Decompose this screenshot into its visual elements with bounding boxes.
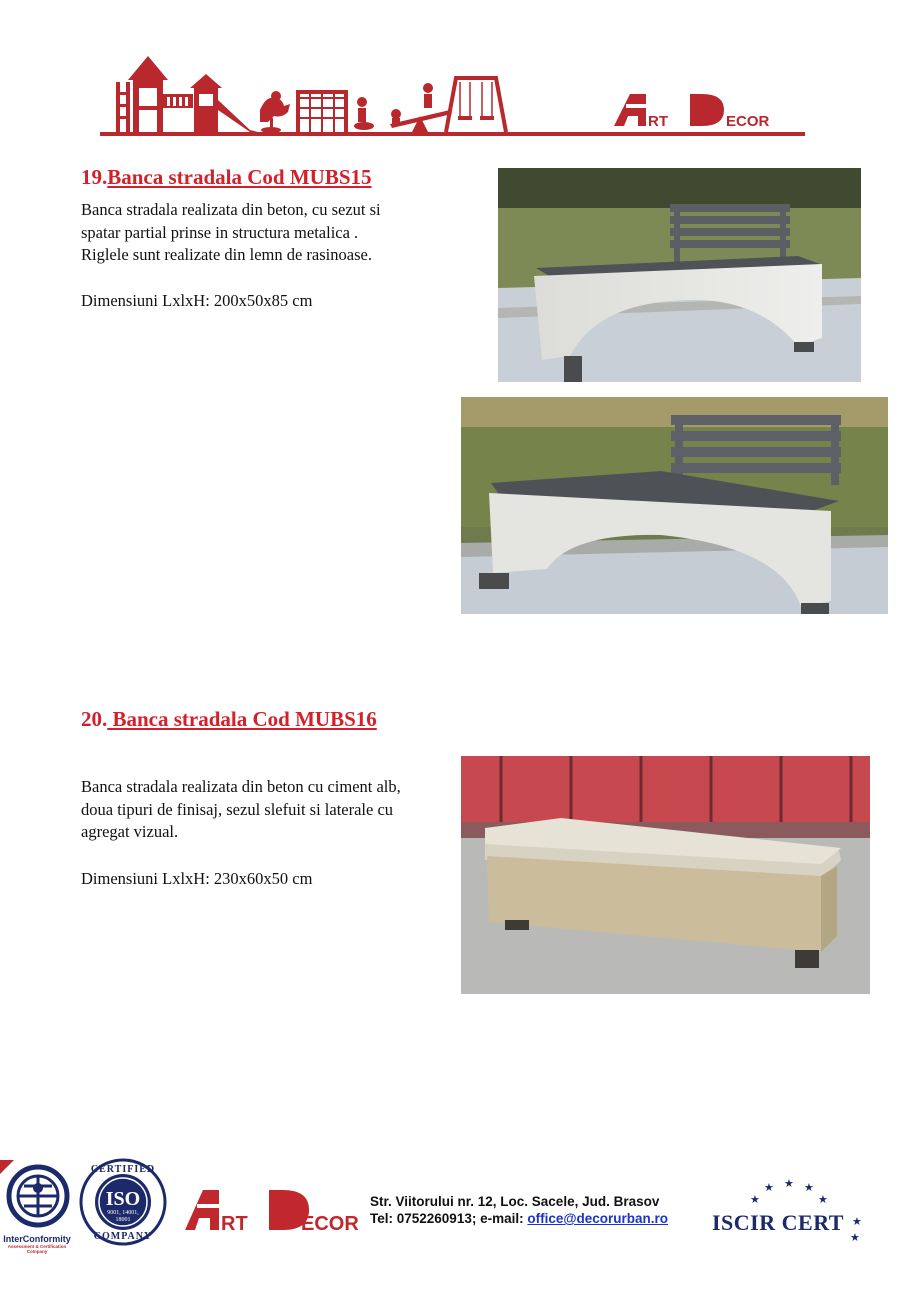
iscir-cert-logo <box>710 1172 870 1244</box>
playground-silhouette-banner <box>100 52 805 140</box>
banner-logo-art: RT <box>648 113 668 130</box>
product-20-title: Banca stradala Cod MUBS16 <box>107 707 377 731</box>
artdecor-footer-logo <box>183 1186 363 1234</box>
product-20-heading <box>81 707 377 732</box>
interconformity-logo <box>0 1158 74 1254</box>
footer-logo-decor: ECOR <box>301 1213 359 1234</box>
header-banner <box>100 52 805 140</box>
footer-address: Str. Viitorului nr. 12, Loc. Sacele, Jud. Brasov <box>370 1194 660 1209</box>
svg-text:★: ★ <box>750 1193 760 1206</box>
svg-text:★: ★ <box>850 1231 860 1244</box>
product-20-number: 20. <box>81 707 108 731</box>
product-20-desc-line: Banca stradala realizata din beton cu ciment alb, <box>81 777 401 796</box>
product-19-description <box>81 199 461 267</box>
product-19-desc-line: Riglele sunt realizate din lemn de rasinoase. <box>81 245 372 264</box>
product-19-desc-line: Banca stradala realizata din beton, cu sezut si <box>81 200 381 219</box>
product-19-photo-1 <box>498 168 861 382</box>
svg-text:★: ★ <box>784 1177 794 1190</box>
product-20-desc-line: agregat vizual. <box>81 822 179 841</box>
product-19-dimensions: Dimensiuni LxlxH: 200x50x85 cm <box>81 291 313 310</box>
product-19-number: 19. <box>81 165 108 189</box>
footer-phone: Tel: 0752260913; e-mail: <box>370 1211 528 1226</box>
svg-text:★: ★ <box>852 1215 862 1228</box>
product-19-title: Banca stradala Cod MUBS15 <box>107 165 372 189</box>
iso-certified-badge <box>79 1158 167 1246</box>
iscir-cert-text: ISCIR CERT <box>712 1210 844 1235</box>
banner-logo-decor: ECOR <box>726 113 770 130</box>
product-19-photo-2 <box>461 397 888 614</box>
iso-badge-top-text: CERTIFIED <box>90 1164 156 1175</box>
footer-email-link[interactable]: office@decorurban.ro <box>527 1211 669 1226</box>
iso-badge-bottom-text: COMPANY <box>93 1231 153 1242</box>
footer-contact <box>370 1210 700 1227</box>
svg-text:★: ★ <box>764 1181 774 1194</box>
globe-icon <box>0 1158 74 1228</box>
interconformity-name: InterConformity <box>3 1234 71 1244</box>
footer-logo-art: RT <box>221 1213 248 1234</box>
product-20-description <box>81 776 461 844</box>
interconformity-subtitle: Assessment & Certification Company <box>7 1244 67 1254</box>
svg-text:★: ★ <box>804 1181 814 1194</box>
product-19-heading <box>81 165 372 190</box>
product-19-desc-line: spatar partial prinse in structura metalica . <box>81 222 359 242</box>
product-20-dimensions: Dimensiuni LxlxH: 230x60x50 cm <box>81 869 313 888</box>
product-20-photo <box>461 756 870 994</box>
iso-badge-iso-text: ISO <box>105 1188 141 1210</box>
iso-badge-standards: 9001, 14001, 18001 <box>107 1210 139 1223</box>
footer-address-block <box>370 1193 700 1227</box>
product-20-desc-line: doua tipuri de finisaj, sezul slefuit si laterale cu <box>81 799 394 819</box>
svg-text:★: ★ <box>818 1193 828 1206</box>
